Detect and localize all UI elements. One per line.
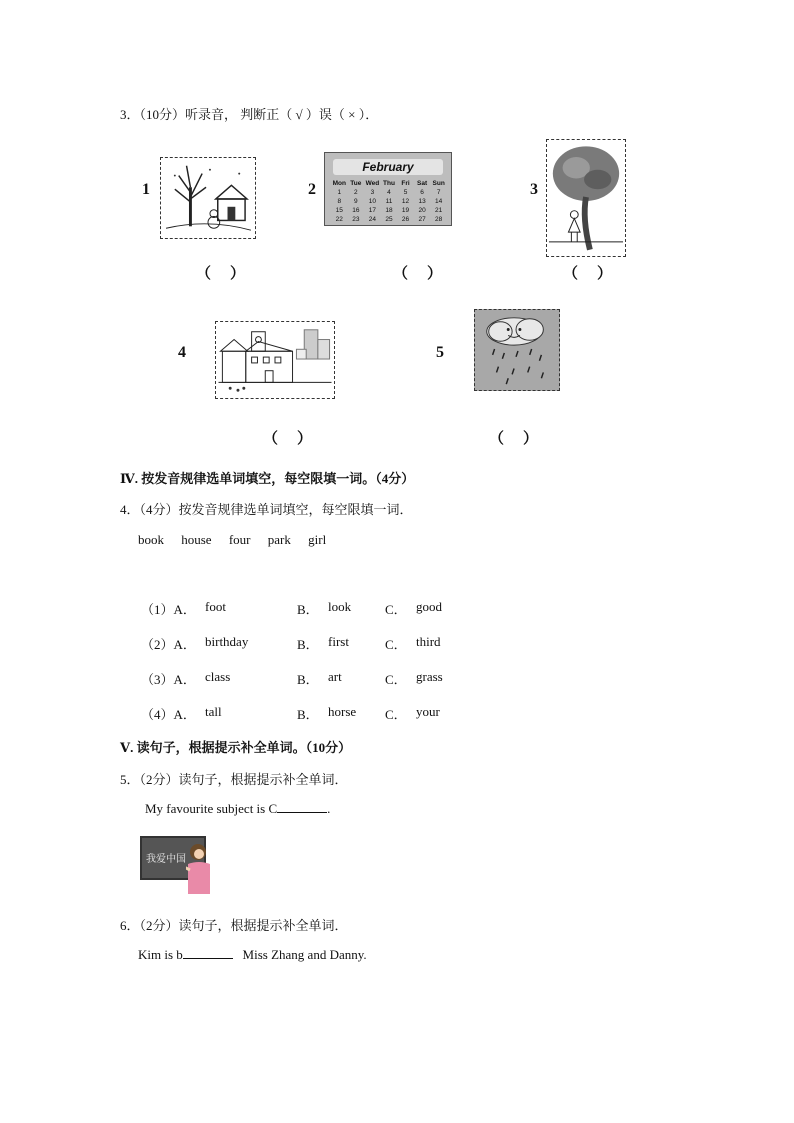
q6-sentence [138, 946, 367, 963]
option-a[interactable]: tall [205, 704, 222, 719]
option-c[interactable]: good [416, 599, 442, 614]
calendar-day: 5 [403, 189, 408, 196]
calendar-day: 9 [354, 198, 358, 205]
item-number-1: 1 [142, 181, 150, 198]
answer-paren-4[interactable]: （ ） [263, 431, 315, 447]
option-b-label: B． [297, 672, 319, 687]
calendar-day: 8 [337, 198, 342, 205]
calendar-weekday: Mon [332, 180, 346, 187]
option-row-label: （3）A． [141, 672, 196, 687]
answer-paren-1[interactable]: （ ） [196, 266, 248, 282]
calendar-week-row [331, 197, 447, 206]
blackboard-text: 我爱中国 [146, 854, 186, 865]
calendar-week-row [331, 206, 447, 215]
option-c-label: C． [385, 602, 407, 617]
q6-title: 6．（2分）读句子，根据提示补全单词． [120, 918, 348, 933]
word-bank-item: girl [308, 532, 327, 547]
calendar-day: 19 [401, 207, 410, 214]
option-a[interactable]: class [205, 669, 231, 684]
item-number-3: 3 [530, 181, 538, 198]
calendar-week-row [331, 215, 447, 224]
calendar-weekday: Thu [383, 180, 395, 187]
q6-sentence-start: Kim is b [138, 947, 183, 962]
calendar-day: 26 [401, 216, 410, 223]
calendar-day: 21 [435, 207, 443, 214]
section-4-heading: Ⅳ. 按发音规律选单词填空，每空限填一词。（4分） [120, 471, 415, 486]
calendar-week-row [331, 188, 447, 197]
q6-sentence-end: Miss Zhang and Danny. [242, 947, 367, 962]
item-number-5: 5 [436, 344, 444, 361]
word-bank-item: house [181, 532, 212, 547]
february-calendar-picture [324, 152, 452, 226]
school-building-picture [215, 321, 335, 399]
option-a[interactable]: birthday [205, 634, 249, 649]
calendar-weekday: Sun [432, 180, 445, 187]
answer-paren-2[interactable]: （ ） [393, 266, 445, 282]
calendar-day: 28 [435, 216, 443, 223]
calendar-day: 15 [335, 207, 343, 214]
calendar-day: 25 [385, 216, 393, 223]
option-c[interactable]: grass [416, 669, 443, 684]
word-bank-item: four [228, 532, 251, 547]
calendar-weekday-row [331, 179, 447, 188]
q6-blank[interactable] [183, 946, 233, 959]
option-b[interactable]: horse [328, 704, 357, 719]
q5-sentence [145, 800, 330, 817]
calendar-day: 18 [385, 207, 393, 214]
calendar-day: 6 [420, 189, 424, 196]
calendar-day: 4 [387, 189, 391, 196]
calendar-day: 10 [368, 198, 377, 205]
calendar-weekday: Tue [350, 180, 362, 187]
q3-title: 3．（10分）听录音， 判断正（ √ ）误（ × ）． [120, 107, 379, 122]
word-bank-item: book [138, 532, 164, 547]
calendar-day: 17 [368, 207, 377, 214]
option-row-label: （2）A． [141, 637, 196, 652]
option-b-label: B． [297, 707, 319, 722]
option-b[interactable]: first [328, 634, 349, 649]
tree-girl-picture [546, 139, 626, 257]
calendar-day: 16 [352, 207, 360, 214]
calendar-day: 7 [436, 189, 441, 196]
calendar-day: 22 [335, 216, 343, 223]
option-row-label: （1）A． [141, 602, 196, 617]
option-c[interactable]: third [416, 634, 441, 649]
chinese-class-picture [140, 832, 212, 894]
calendar-day: 13 [418, 198, 426, 205]
calendar-day: 12 [401, 198, 410, 205]
q5-sentence-end: . [327, 801, 331, 816]
q5-sentence-start: My favourite subject is C [145, 801, 278, 816]
option-c-label: C． [385, 672, 407, 687]
calendar-day: 1 [337, 189, 342, 196]
answer-paren-5[interactable]: （ ） [489, 431, 541, 447]
option-c-label: C． [385, 637, 407, 652]
calendar-weekday: Wed [365, 180, 380, 187]
calendar-weekday: Sat [417, 180, 428, 187]
option-b-label: B． [297, 637, 319, 652]
calendar-day: 14 [435, 198, 443, 205]
option-b[interactable]: art [328, 669, 342, 684]
option-c-label: C． [385, 707, 407, 722]
winter-house-picture [160, 157, 256, 239]
calendar-grid [331, 179, 447, 224]
q4-title: 4．（4分）按发音规律选单词填空，每空限填一词． [120, 502, 413, 517]
section-5-heading: Ⅴ. 读句子，根据提示补全单词。（10分） [120, 740, 352, 755]
calendar-month: February [333, 159, 443, 175]
calendar-day: 2 [354, 189, 358, 196]
calendar-day: 3 [370, 189, 375, 196]
q5-title: 5．（2分）读句子，根据提示补全单词． [120, 772, 348, 787]
option-a[interactable]: foot [205, 599, 226, 614]
calendar-day: 27 [418, 216, 426, 223]
calendar-day: 11 [385, 198, 393, 205]
word-bank-item: park [267, 532, 291, 547]
rain-cloud-picture [474, 309, 560, 391]
calendar-day: 20 [418, 207, 426, 214]
option-b-label: B． [297, 602, 319, 617]
calendar-weekday: Fri [401, 180, 410, 187]
option-b[interactable]: look [328, 599, 352, 614]
answer-paren-3[interactable]: （ ） [563, 266, 615, 282]
option-row-label: （4）A． [141, 707, 196, 722]
option-c[interactable]: your [416, 704, 440, 719]
word-bank [138, 532, 340, 548]
calendar-day: 24 [368, 216, 377, 223]
calendar-day: 23 [352, 216, 360, 223]
q5-blank[interactable] [277, 800, 327, 813]
item-number-2: 2 [308, 181, 316, 198]
item-number-4: 4 [178, 344, 186, 361]
